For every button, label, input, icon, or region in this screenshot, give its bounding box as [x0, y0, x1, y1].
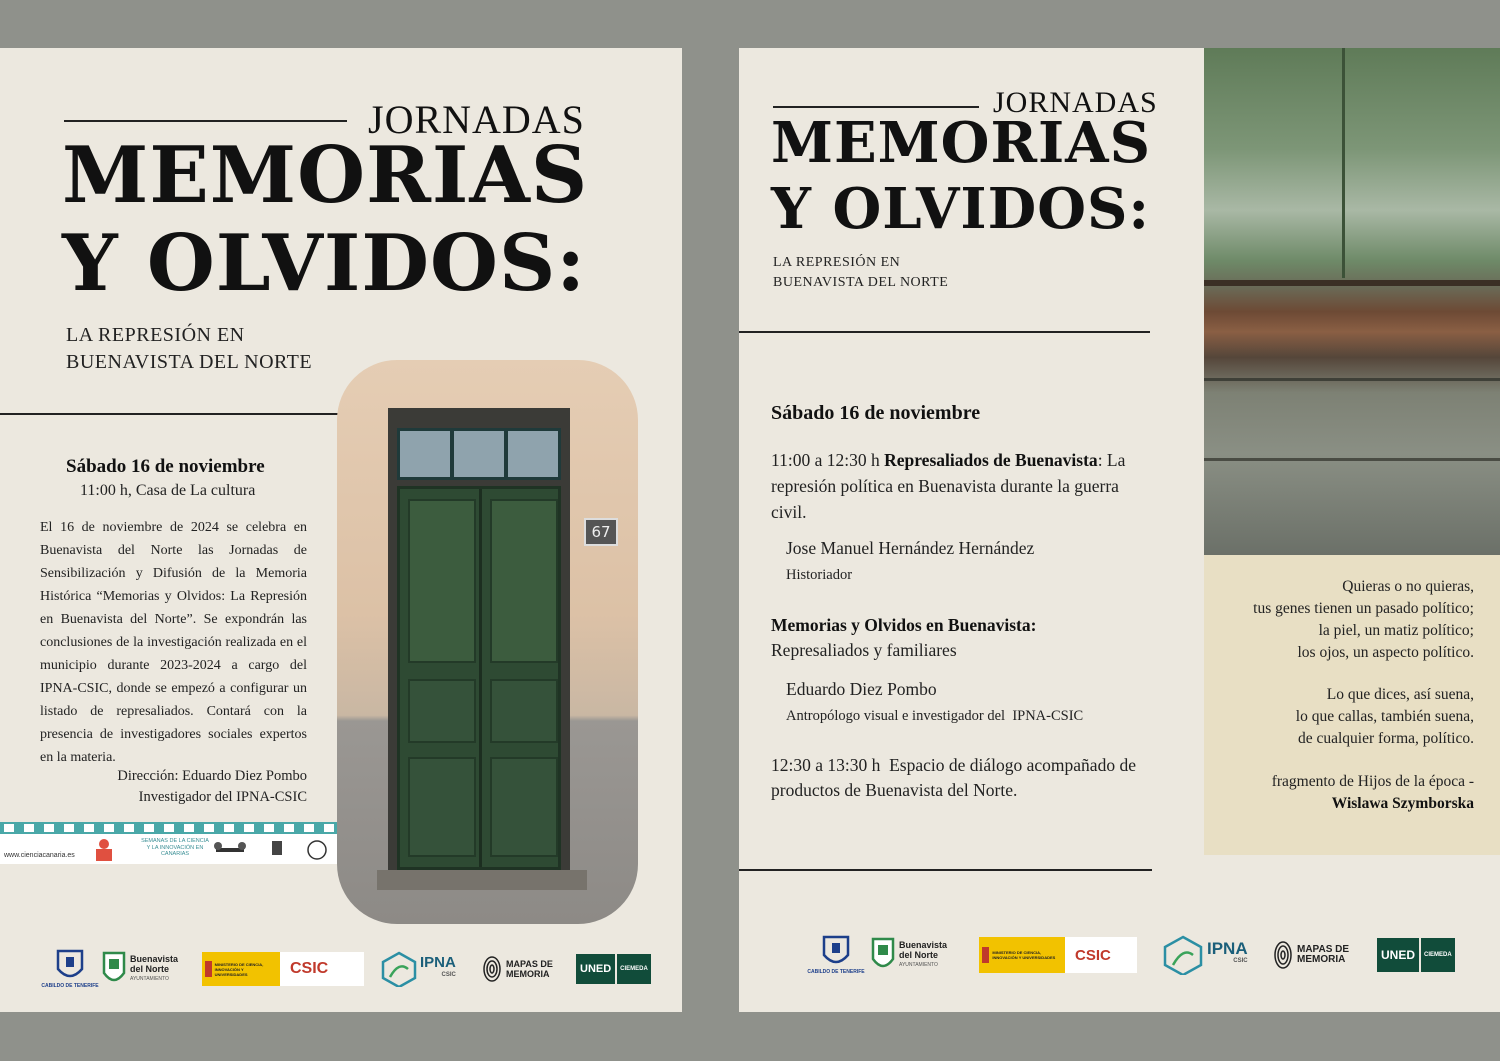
subtitle-line-2: BUENAVISTA DEL NORTE — [773, 275, 949, 290]
ciemeda-name: CIEMEDA — [617, 954, 651, 984]
door-photo — [337, 360, 638, 924]
poem-box — [1204, 555, 1500, 855]
ministerio-csic-logo — [202, 952, 364, 986]
door-step — [377, 870, 587, 890]
ministerio-name: MINISTERIO DE CIENCIA, INNOVACIÓN Y UNIVERSIDADES — [992, 950, 1056, 960]
plank-seam — [1342, 48, 1345, 278]
ipna-subname: CSIC — [441, 972, 456, 978]
subtitle-line-1: LA REPRESIÓN EN — [773, 255, 901, 270]
window-pane — [508, 431, 558, 477]
spain-shield-icon — [982, 947, 989, 963]
event-date: Sábado 16 de noviembre — [66, 456, 265, 477]
title-line-1: MEMORIAS — [62, 130, 589, 221]
cabildo-shield-icon — [56, 949, 84, 983]
uned-name: UNED — [576, 954, 615, 984]
poem-stanza-2 — [1296, 684, 1474, 750]
buenavista-line-3: AYUNTAMIENTO — [130, 976, 169, 982]
window-pane — [400, 431, 450, 477]
mapas-line-2: MEMORIA — [1297, 954, 1346, 965]
uned-logo — [576, 954, 651, 984]
session-3: 12:30 a 13:30 h Espacio de diálogo acompañado de productos de Buenavista del Norte. — [771, 755, 1141, 800]
title-rule — [773, 106, 979, 108]
mapas-memoria-logo — [482, 955, 576, 983]
plank-seam — [1204, 378, 1500, 381]
door-transom-window — [397, 428, 561, 480]
ciemeda-name: CIEMEDA — [1421, 938, 1455, 972]
ministerio-block — [979, 937, 1065, 973]
buenavista-logo — [871, 937, 979, 973]
subtitle-line-1: LA REPRESIÓN EN — [66, 324, 245, 346]
banner-semanas: SEMANAS DE LA CIENCIA Y LA INNOVACIÓN EN CANARIAS — [141, 838, 209, 857]
session-1 — [771, 447, 1157, 525]
title-line-1: MEMORIAS — [771, 110, 1152, 176]
poem-line: tus genes tienen un pasado político; — [1253, 600, 1474, 617]
door-leaves — [397, 486, 561, 870]
ipna-hexagon-icon — [1161, 935, 1205, 975]
title-line-2: Y OLVIDOS: — [771, 176, 1151, 242]
window-pane — [454, 431, 504, 477]
uned-logo — [1377, 938, 1455, 972]
poem-source: fragmento de Hijos de la época - — [1271, 773, 1474, 790]
jornadas-label: JORNADAS — [368, 97, 585, 142]
mapas-memoria-logo — [1273, 940, 1377, 970]
session-1-role: Historiador — [786, 567, 853, 583]
spain-shield-icon — [205, 961, 212, 977]
section-rule — [0, 413, 340, 415]
ipna-logo — [1161, 935, 1273, 975]
buenavista-line-1: Buenavista — [130, 954, 179, 964]
program-date: Sábado 16 de noviembre — [771, 402, 981, 424]
ipna-logo — [380, 951, 482, 987]
poem-line: la piel, un matiz político; — [1318, 622, 1474, 639]
csic-name: CSIC — [290, 960, 329, 977]
ministerio-name: MINISTERIO DE CIENCIA, INNOVACIÓN Y UNIVERSIDADES — [214, 961, 264, 977]
ipna-subname: CSIC — [1233, 958, 1248, 964]
poem-line: lo que callas, también suena, — [1295, 708, 1474, 725]
poem-line: de cualquier forma, político. — [1297, 730, 1474, 747]
direction-name: Dirección: Eduardo Diez Pombo — [117, 768, 307, 784]
buenavista-line-2: del Norte — [899, 950, 939, 960]
fingerprint-icon — [1273, 940, 1293, 970]
banner-stripe — [0, 822, 337, 834]
uned-name: UNED — [1377, 938, 1419, 972]
mapas-line-2: MEMORIA — [506, 969, 550, 979]
subtitle-line-2: BUENAVISTA DEL NORTE — [66, 351, 313, 373]
poem-line: los ojos, un aspecto político. — [1297, 644, 1474, 661]
scientist-illustration-icon — [84, 836, 124, 862]
session-2-title: Memorias y Olvidos en Buenavista: — [771, 615, 1037, 635]
session-2-speaker: Eduardo Diez Pombo — [786, 679, 937, 699]
fingerprint-icon — [482, 955, 502, 983]
session-1-speaker: Jose Manuel Hernández Hernández — [786, 538, 1035, 558]
ipna-name: IPNA — [1207, 939, 1248, 958]
cabildo-shield-icon — [822, 935, 850, 969]
poster-right — [739, 48, 1500, 1012]
ministerio-csic-logo — [979, 937, 1137, 973]
session-2-role: Antropólogo visual e investigador del IPNA-CSIC — [786, 708, 1084, 724]
poster-left — [0, 48, 682, 1012]
ipna-hexagon-icon — [380, 951, 418, 987]
poem-author: Wislawa Szymborska — [1331, 795, 1474, 812]
poem-line: Lo que dices, así suena, — [1326, 686, 1474, 703]
cabildo-name: CABILDO DE TENERIFE — [41, 983, 99, 989]
buenavista-shield-icon — [102, 951, 126, 987]
ministerio-block — [202, 952, 280, 986]
title-rule — [64, 120, 347, 122]
session-1-time: 11:00 a 12:30 h — [771, 450, 885, 470]
jornadas-label: JORNADAS — [993, 86, 1158, 119]
buenavista-line-2: del Norte — [130, 964, 170, 974]
event-time-place: 11:00 h, Casa de La cultura — [80, 482, 256, 499]
cabildo-logo — [38, 949, 102, 989]
title-line-2: Y OLVIDOS: — [62, 218, 587, 309]
ciencia-logo-icon — [305, 839, 329, 861]
session-1-desc: : La represión política en Buenavista durante la guerra civil. — [771, 450, 1126, 522]
plank-seam — [1204, 280, 1500, 286]
buenavista-line-1: Buenavista — [899, 940, 948, 950]
gobierno-canarias-icon — [264, 839, 290, 861]
cabildo-logo — [801, 935, 871, 975]
drone-icon — [210, 838, 250, 862]
buenavista-line-3: AYUNTAMIENTO — [899, 962, 938, 968]
section-rule — [739, 331, 1150, 333]
poem-line: Quieras o no quieras, — [1342, 578, 1474, 595]
banner-url: www.cienciacanaria.es — [4, 852, 75, 859]
house-number-plate: 67 — [584, 518, 618, 546]
event-description: El 16 de noviembre de 2024 se celebra en Buenavista del Norte las Jornadas de Sensibilización y Difusión de la Memoria Histórica “Memorias y Olvidos: La Represión en Buenavista del Norte”. Se expondrán las conclusiones de la investigación realizada en el municipio durante 2023-2024 a cargo del IPNA-CSIC, donde se empezó a configurar un listado de represaliados. Contará con la presencia de investigadores sociales expertos en la materia. — [40, 520, 307, 765]
csic-name: CSIC — [1075, 946, 1111, 964]
sponsor-logos — [801, 930, 1455, 980]
session-2-desc: Represaliados y familiares — [771, 640, 957, 660]
cabildo-name: CABILDO DE TENERIFE — [807, 969, 865, 975]
wood-photo — [1204, 48, 1500, 555]
ipna-name: IPNA — [420, 954, 456, 971]
mapas-line-1: MAPAS DE — [506, 959, 553, 969]
bottom-rule — [739, 869, 1152, 871]
poem-stanza-1 — [1253, 576, 1474, 664]
session-1-title: Represaliados de Buenavista — [884, 450, 1098, 470]
ciencia-banner — [0, 822, 337, 864]
sponsor-logos — [38, 944, 651, 994]
buenavista-shield-icon — [871, 937, 895, 973]
plank-seam — [1204, 458, 1500, 461]
buenavista-logo — [102, 951, 202, 987]
direction-role: Investigador del IPNA-CSIC — [138, 789, 307, 805]
mapas-line-1: MAPAS DE — [1297, 944, 1350, 955]
